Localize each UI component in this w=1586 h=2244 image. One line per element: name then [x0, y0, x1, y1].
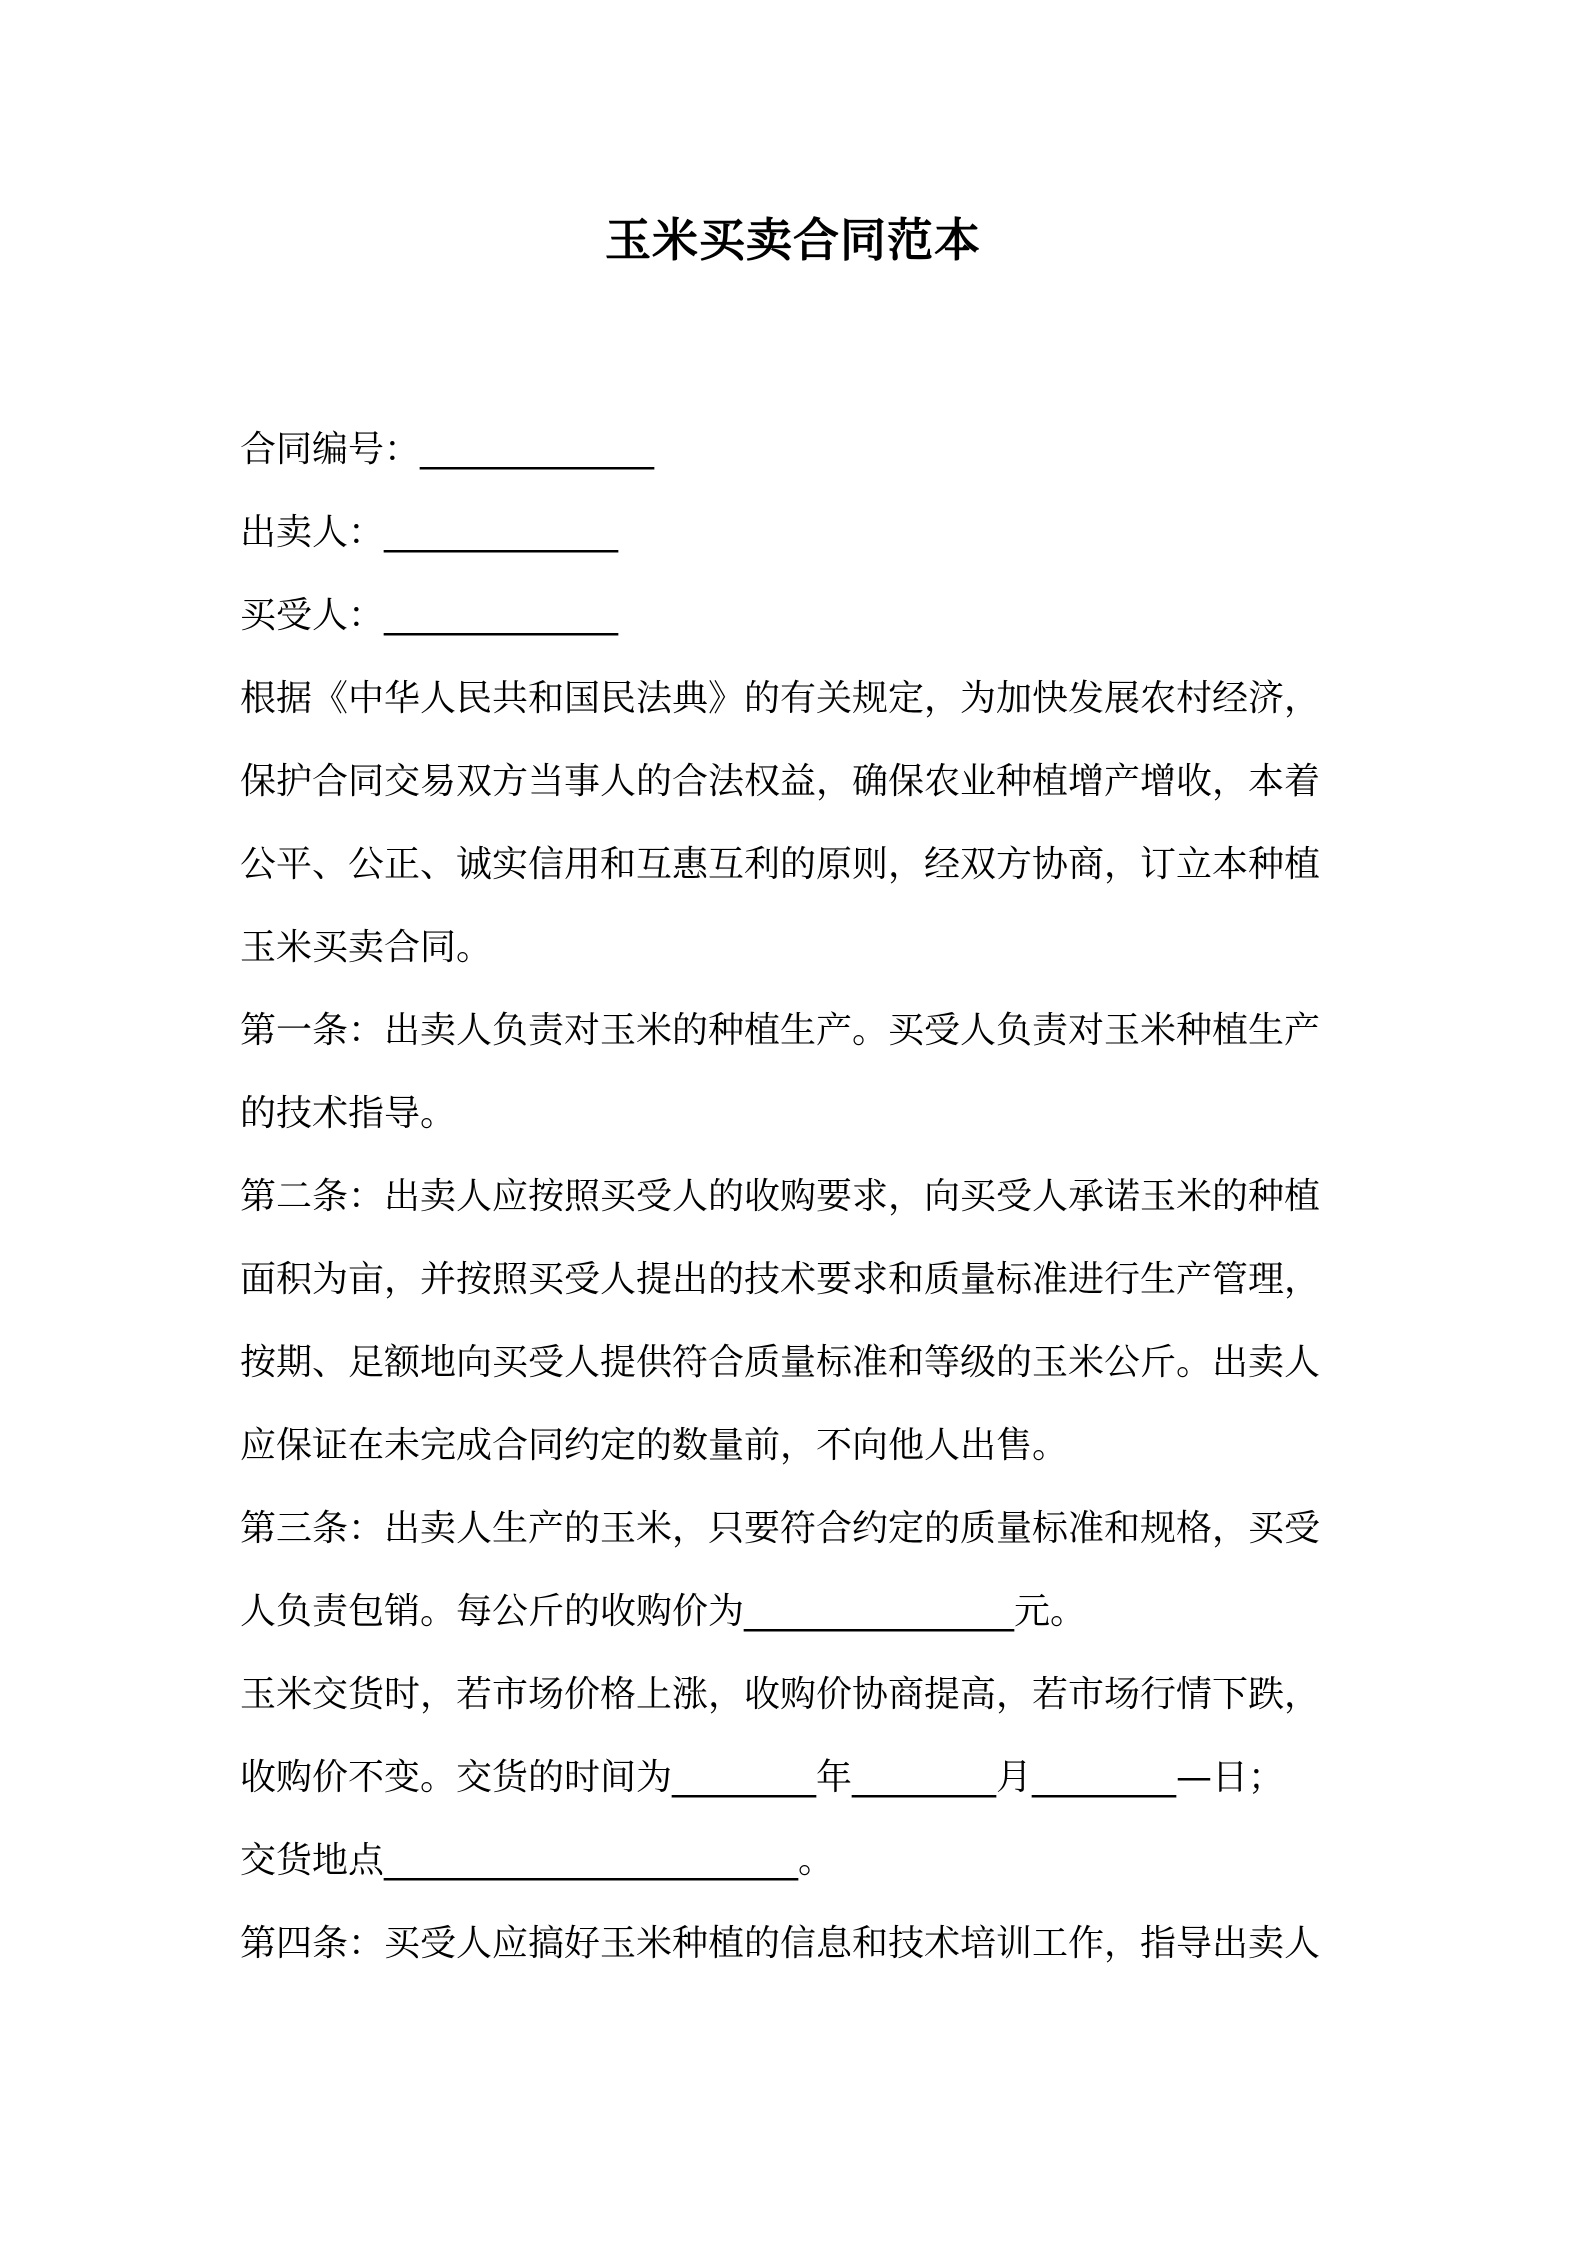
- article-1-line: 第一条：出卖人负责对玉米的种植生产。买受人负责对玉米种植生产: [240, 1010, 1321, 1051]
- article-1-line: 的技术指导。: [240, 1093, 457, 1134]
- seller-line: 出卖人：_____________: [240, 512, 619, 553]
- article-3-line: 第三条：出卖人生产的玉米，只要符合约定的质量标准和规格，买受: [240, 1508, 1321, 1549]
- document-title: 玉米买卖合同范本: [605, 213, 981, 267]
- buyer-line: 买受人：_____________: [240, 595, 619, 636]
- article-2-line: 按期、足额地向买受人提供符合质量标准和等级的玉米公斤。出卖人: [240, 1342, 1321, 1383]
- document-body: [240, 408, 1360, 1985]
- article-2-line: 面积为亩，并按照买受人提出的技术要求和质量标准进行生产管理，: [240, 1259, 1321, 1300]
- preamble-line: 保护合同交易双方当事人的合法权益，确保农业种植增产增收，本着: [240, 761, 1321, 802]
- delivery-place-line: 交货地点_______________________。: [240, 1840, 835, 1881]
- delivery-line: 收购价不变。交货的时间为________年________月________—日；: [240, 1757, 1285, 1798]
- delivery-line: 玉米交货时，若市场价格上涨，收购价协商提高，若市场行情下跌，: [240, 1674, 1321, 1715]
- contract-number-line: 合同编号：_____________: [240, 429, 655, 470]
- preamble-line: 玉米买卖合同。: [240, 927, 493, 968]
- article-4-line: 第四条：买受人应搞好玉米种植的信息和技术培训工作，指导出卖人: [240, 1923, 1321, 1964]
- article-3-line: 人负责包销。每公斤的收购价为_______________元。: [240, 1591, 1087, 1632]
- preamble-line: 根据《中华人民共和国民法典》的有关规定，为加快发展农村经济，: [240, 678, 1321, 719]
- preamble-line: 公平、公正、诚实信用和互惠互利的原则，经双方协商，订立本种植: [240, 844, 1321, 885]
- article-2-line: 第二条：出卖人应按照买受人的收购要求，向买受人承诺玉米的种植: [240, 1176, 1321, 1217]
- article-2-line: 应保证在未完成合同约定的数量前，不向他人出售。: [240, 1425, 1069, 1466]
